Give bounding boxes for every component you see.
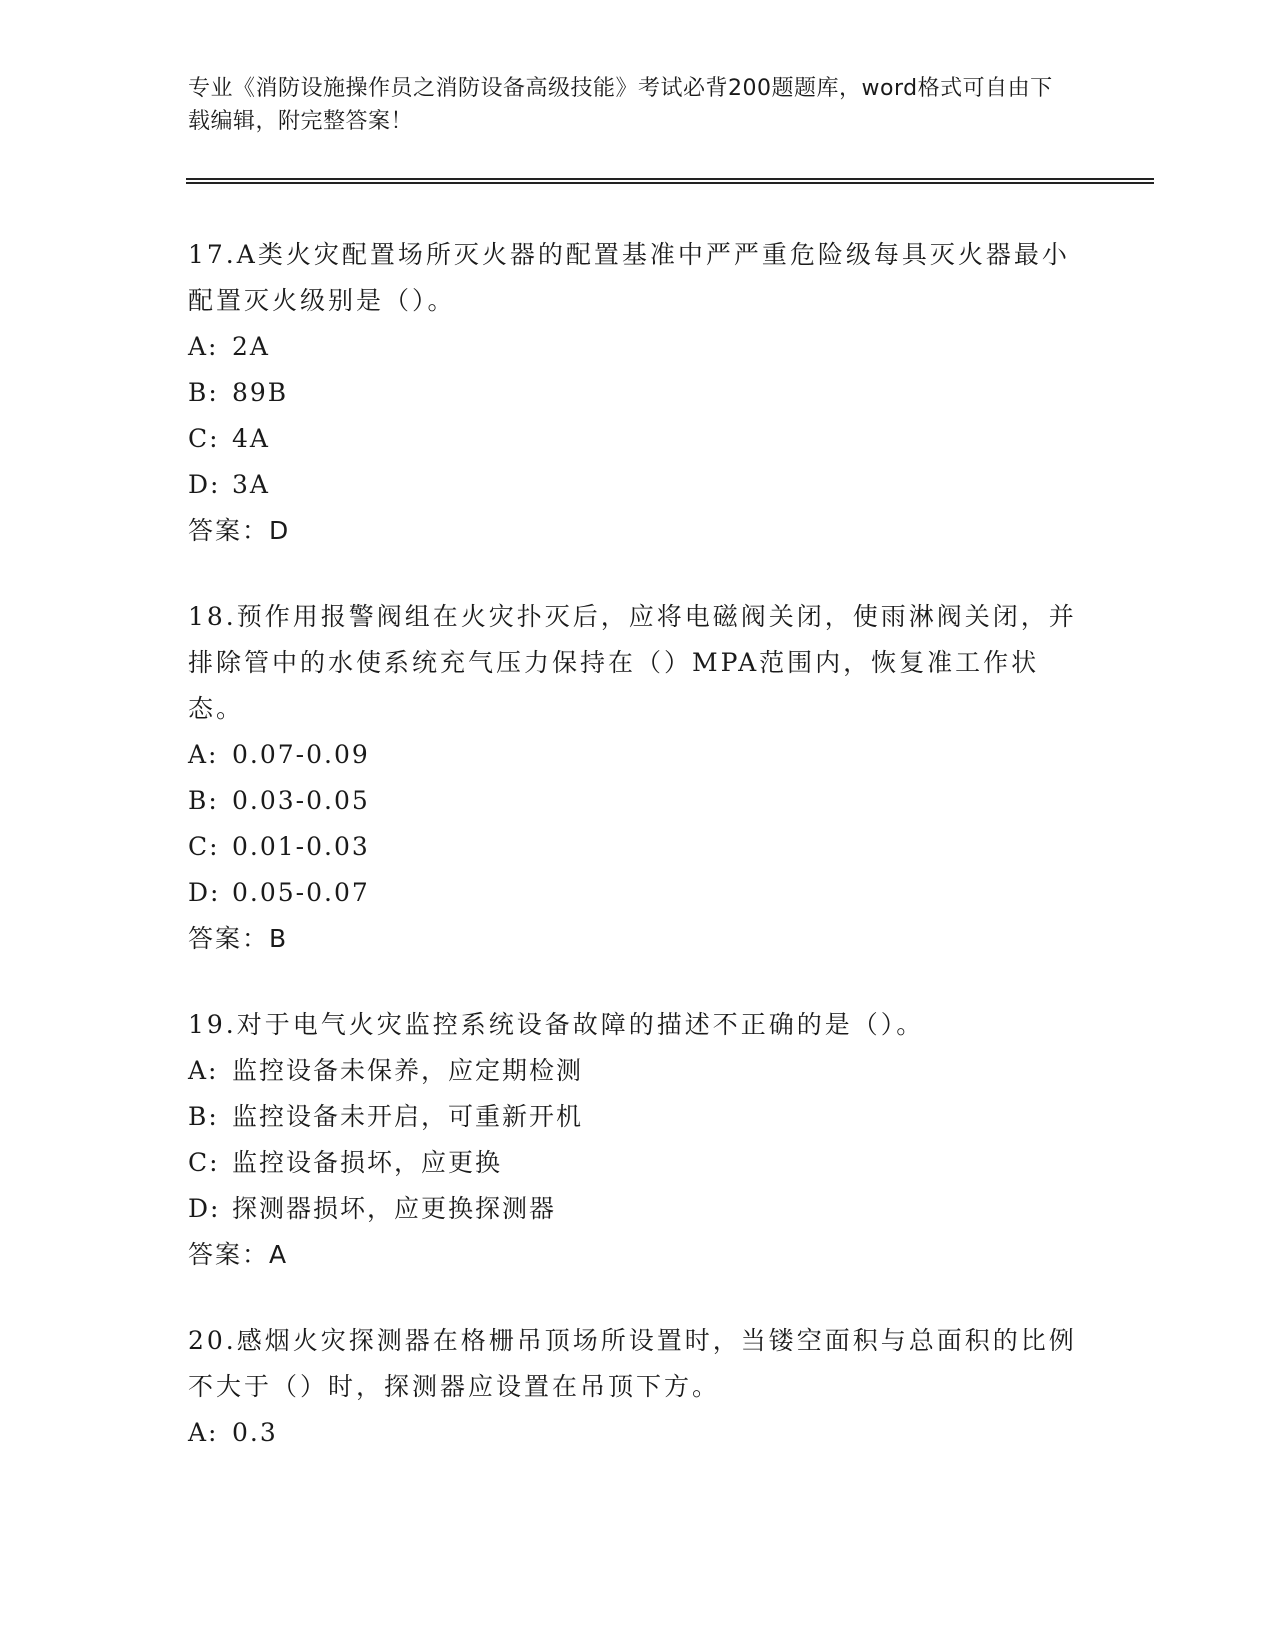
option-letter: C: xyxy=(188,424,220,453)
option-d xyxy=(188,1186,1088,1232)
option-letter: C: xyxy=(188,832,220,861)
option-letter: C: xyxy=(188,1148,220,1177)
header-divider xyxy=(186,178,1154,184)
option-text: 2A xyxy=(232,332,270,361)
option-letter: A: xyxy=(188,1418,219,1447)
option-letter: B: xyxy=(188,1102,219,1131)
option-text: 0.07-0.09 xyxy=(232,740,370,769)
option-text: 0.3 xyxy=(232,1418,278,1447)
option-b xyxy=(188,778,1088,824)
option-letter: D: xyxy=(188,470,221,499)
answer-line: 答案：A xyxy=(188,1240,289,1269)
question-stem: 17.A类火灾配置场所灭火器的配置基准中严严重危险级每具灭火器最小配置灭火级别是（）。 xyxy=(188,240,1070,315)
option-a xyxy=(188,1410,1088,1456)
option-b xyxy=(188,370,1088,416)
option-a xyxy=(188,324,1088,370)
option-text: 探测器损坏，应更换探测器 xyxy=(232,1194,557,1223)
question-stem: 20.感烟火灾探测器在格栅吊顶场所设置时，当镂空面积与总面积的比例不大于（）时，探测器应设置在吊顶下方。 xyxy=(188,1326,1077,1401)
option-c xyxy=(188,1140,1088,1186)
option-text: 4A xyxy=(232,424,270,453)
option-text: 监控设备未保养，应定期检测 xyxy=(232,1056,584,1085)
option-text: 3A xyxy=(232,470,270,499)
option-b xyxy=(188,1094,1088,1140)
answer-line: 答案：B xyxy=(188,924,289,953)
option-d xyxy=(188,462,1088,508)
question-20 xyxy=(188,1318,1088,1456)
option-letter: B: xyxy=(188,378,219,407)
answer-line: 答案：D xyxy=(188,516,291,545)
option-text: 监控设备未开启，可重新开机 xyxy=(232,1102,584,1131)
option-a xyxy=(188,1048,1088,1094)
option-text: 0.05-0.07 xyxy=(232,878,370,907)
question-stem: 19.对于电气火灾监控系统设备故障的描述不正确的是（）。 xyxy=(188,1010,925,1039)
option-text: 0.03-0.05 xyxy=(232,786,370,815)
option-d xyxy=(188,870,1088,916)
question-17 xyxy=(188,232,1088,554)
option-text: 监控设备损坏，应更换 xyxy=(232,1148,503,1177)
document-header: 专业《消防设施操作员之消防设备高级技能》考试必背200题题库，word格式可自由下载编辑，附完整答案！ xyxy=(188,76,1053,134)
question-19 xyxy=(188,1002,1088,1278)
option-letter: A: xyxy=(188,740,219,769)
option-letter: B: xyxy=(188,786,219,815)
option-a xyxy=(188,732,1088,778)
question-stem: 18.预作用报警阀组在火灾扑灭后，应将电磁阀关闭，使雨淋阀关闭，并排除管中的水使系统充气压力保持在（）MPA范围内，恢复准工作状态。 xyxy=(188,602,1077,723)
option-c xyxy=(188,416,1088,462)
option-c xyxy=(188,824,1088,870)
option-text: 0.01-0.03 xyxy=(232,832,370,861)
option-letter: A: xyxy=(188,1056,219,1085)
option-letter: D: xyxy=(188,1194,221,1223)
option-text: 89B xyxy=(232,378,289,407)
option-letter: D: xyxy=(188,878,221,907)
option-letter: A: xyxy=(188,332,219,361)
question-18 xyxy=(188,594,1088,962)
question-list xyxy=(188,232,1088,1496)
